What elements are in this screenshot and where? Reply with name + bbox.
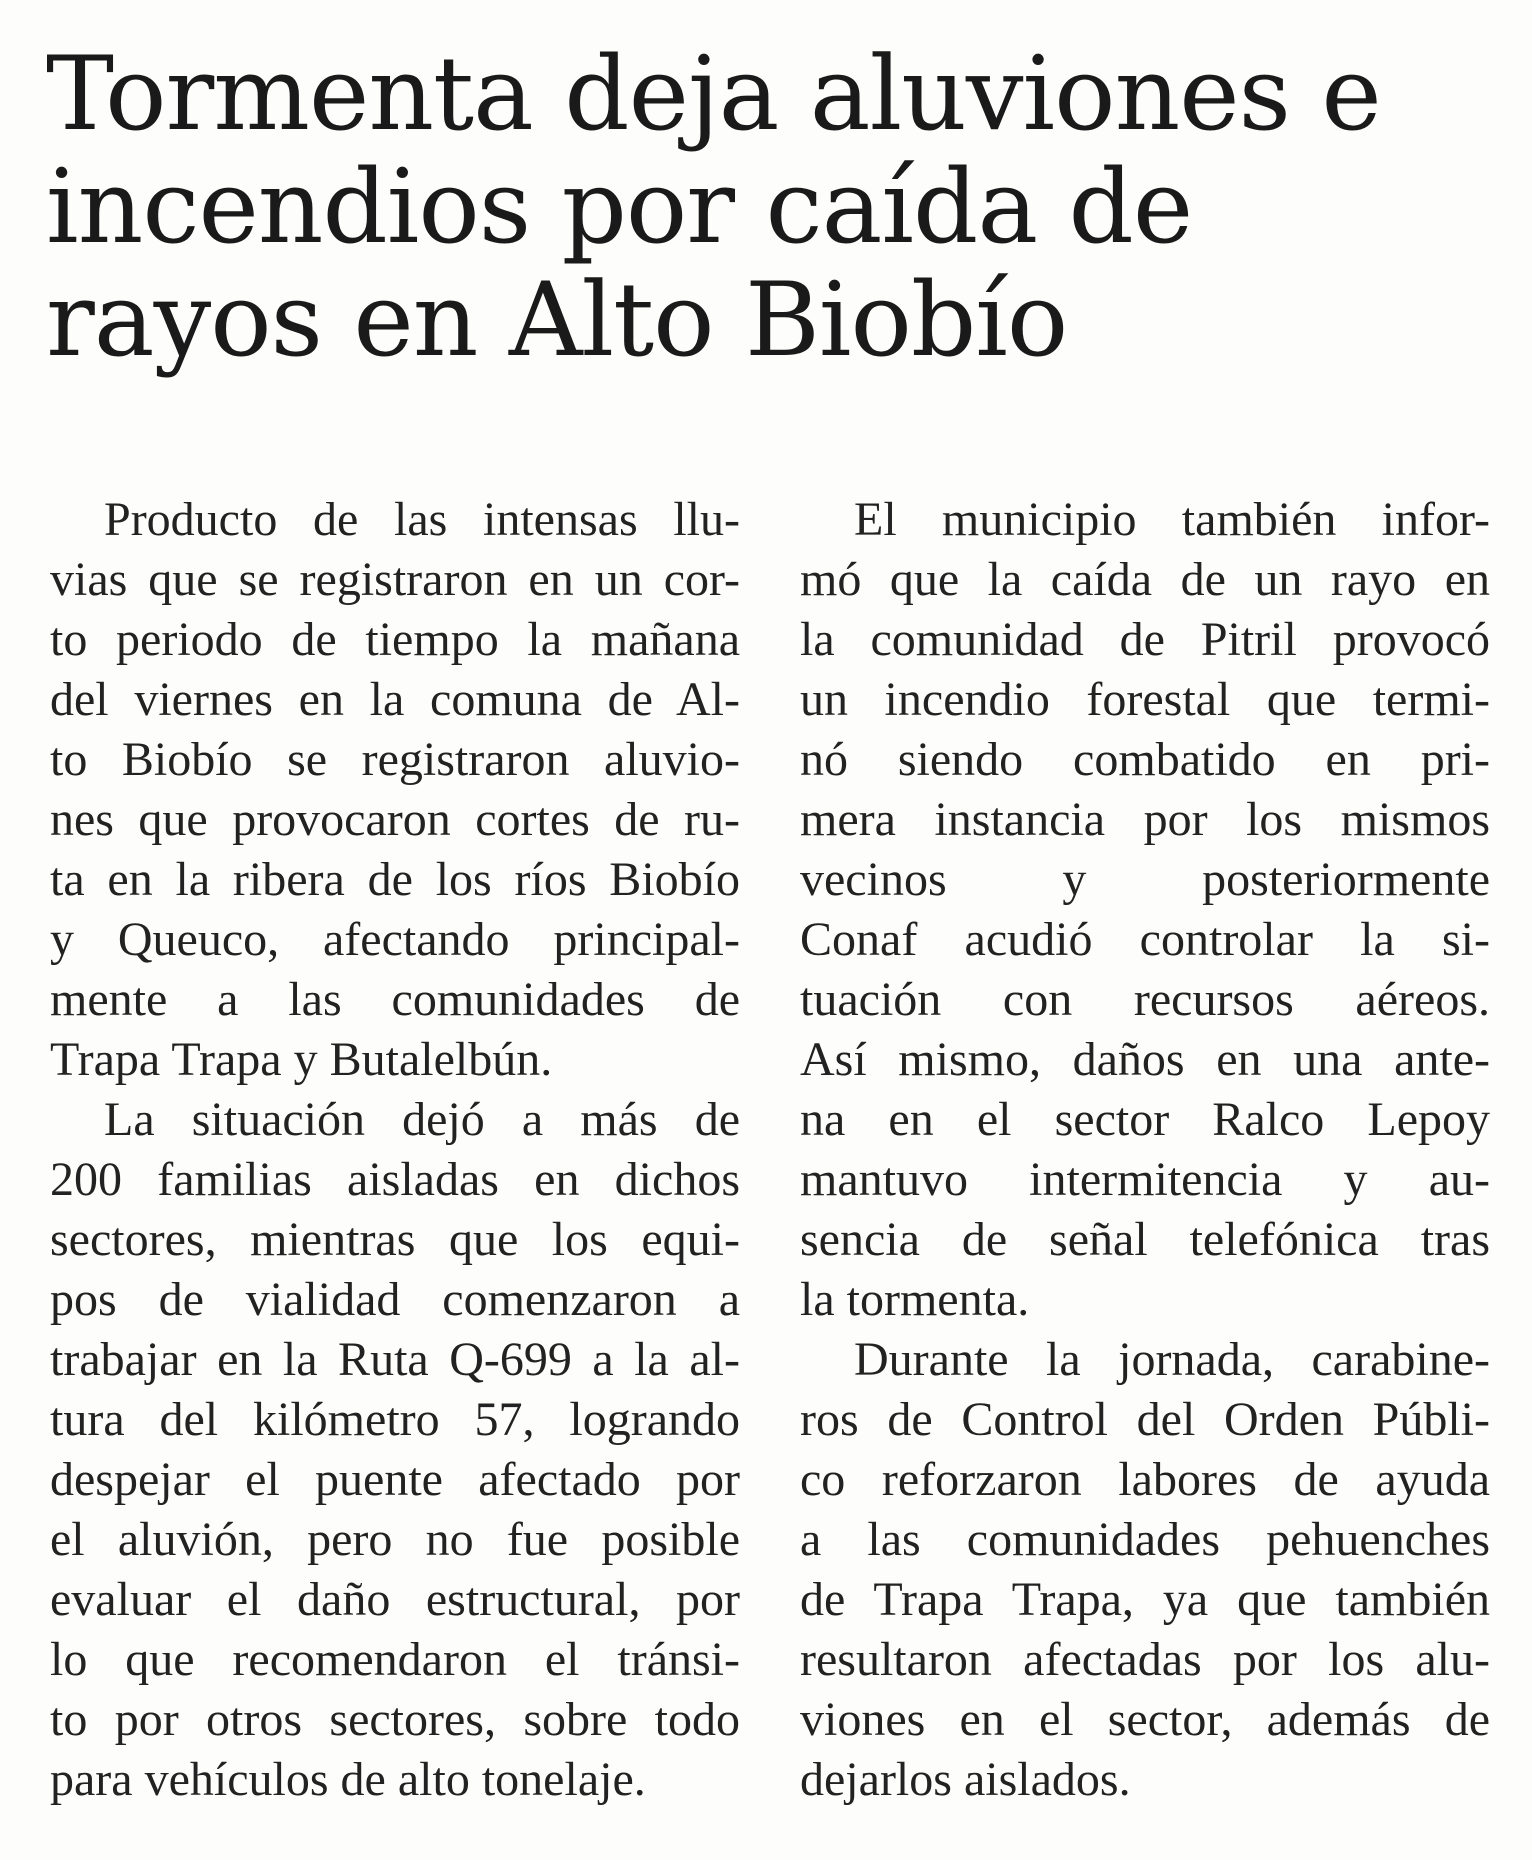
text-line: na en el sector Ralco Lepoy — [800, 1093, 1490, 1146]
text-line: mente a las comunidades de — [50, 973, 740, 1026]
text-line: del viernes en la comuna de Al- — [50, 673, 740, 726]
text-line: tuación con recursos aéreos. — [800, 973, 1490, 1026]
right-column — [800, 490, 1490, 1810]
text-line: despejar el puente afectado por — [50, 1453, 740, 1506]
text-line: y Queuco, afectando principal- — [50, 913, 740, 966]
text-line: para vehículos de alto tonelaje. — [50, 1753, 646, 1806]
text-line: Conaf acudió controlar la si- — [800, 913, 1490, 966]
headline-line: Tormenta deja aluviones e — [46, 35, 1381, 154]
text-line: ros de Control del Orden Públi- — [800, 1393, 1490, 1446]
text-line: la comunidad de Pitril provocó — [800, 613, 1490, 666]
paragraph-carabineros — [800, 1330, 1490, 1810]
text-line: evaluar el daño estructural, por — [50, 1573, 740, 1626]
text-line: to periodo de tiempo la mañana — [50, 613, 740, 666]
headline-line: incendios por caída de — [46, 148, 1193, 267]
text-line: ta en la ribera de los ríos Biobío — [50, 853, 740, 906]
text-line: Así mismo, daños en una ante- — [800, 1033, 1490, 1086]
text-line: Trapa Trapa y Butalelbún. — [50, 1033, 553, 1086]
text-line: mó que la caída de un rayo en — [800, 553, 1490, 606]
text-line: un incendio forestal que termi- — [800, 673, 1490, 726]
text-line: mantuvo intermitencia y au- — [800, 1153, 1490, 1206]
text-line: to por otros sectores, sobre todo — [50, 1693, 740, 1746]
headline — [46, 35, 1486, 380]
text-line: sectores, mientras que los equi- — [50, 1213, 740, 1266]
text-line: la tormenta. — [800, 1273, 1030, 1326]
text-line: viones en el sector, además de — [800, 1693, 1490, 1746]
text-line: Producto de las intensas llu- — [104, 493, 740, 546]
text-line: trabajar en la Ruta Q-699 a la al- — [50, 1333, 740, 1386]
text-line: La situación dejó a más de — [104, 1093, 740, 1146]
paragraph-rain — [50, 490, 740, 1090]
text-line: co reforzaron labores de ayuda — [800, 1453, 1490, 1506]
text-line: sencia de señal telefónica tras — [800, 1213, 1490, 1266]
text-line: tura del kilómetro 57, logrando — [50, 1393, 740, 1446]
text-line: Durante la jornada, carabine- — [854, 1333, 1490, 1386]
text-line: mera instancia por los mismos — [800, 793, 1490, 846]
left-column — [50, 490, 740, 1810]
text-line: dejarlos aislados. — [800, 1753, 1131, 1806]
text-line: resultaron afectadas por los alu- — [800, 1633, 1490, 1686]
paragraph-families — [50, 1090, 740, 1810]
paragraph-lightning — [800, 490, 1490, 1330]
text-line: vias que se registraron en un cor- — [50, 553, 740, 606]
text-line: a las comunidades pehuenches — [800, 1513, 1490, 1566]
text-line: el aluvión, pero no fue posible — [50, 1513, 740, 1566]
headline-line: rayos en Alto Biobío — [46, 261, 1068, 380]
text-line: nes que provocaron cortes de ru- — [50, 793, 740, 846]
text-line: 200 familias aisladas en dichos — [50, 1153, 740, 1206]
text-line: to Biobío se registraron aluvio- — [50, 733, 740, 786]
text-line: de Trapa Trapa, ya que también — [800, 1573, 1490, 1626]
text-line: vecinos y posteriormente — [800, 853, 1490, 906]
text-line: El municipio también infor- — [854, 493, 1490, 546]
text-line: nó siendo combatido en pri- — [800, 733, 1490, 786]
text-line: pos de vialidad comenzaron a — [50, 1273, 740, 1326]
text-line: lo que recomendaron el tránsi- — [50, 1633, 740, 1686]
